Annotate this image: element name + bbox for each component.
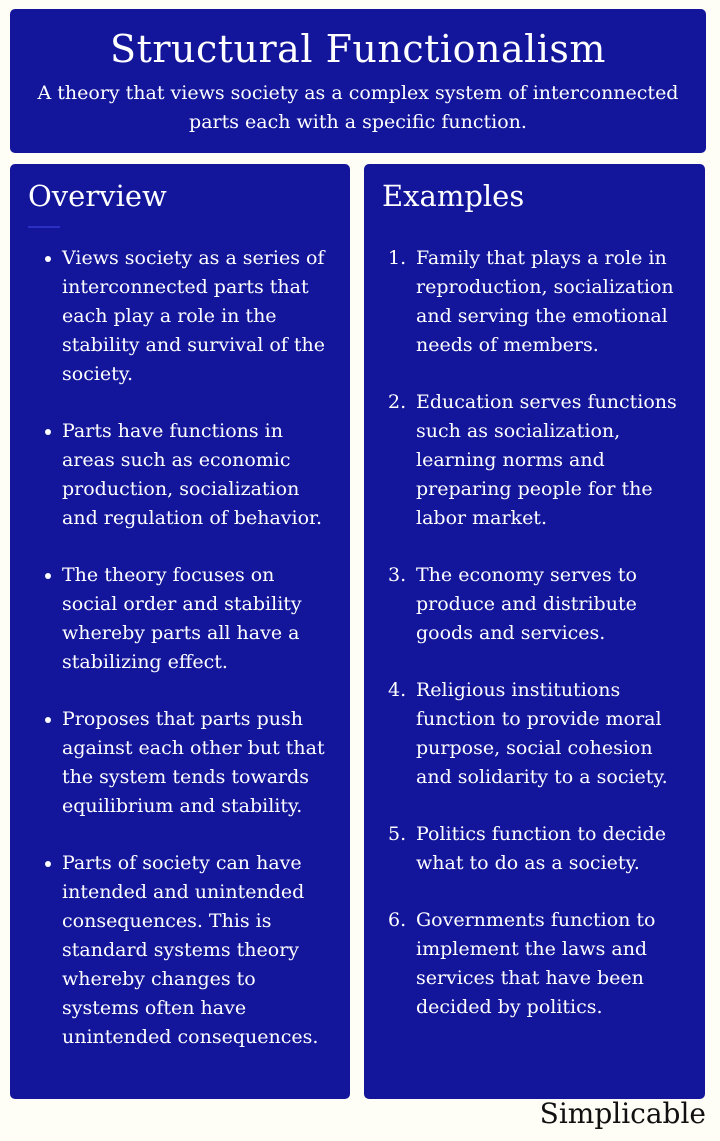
page-subtitle: A theory that views society as a complex system of interconnected parts each with a specific function.: [37, 82, 679, 133]
example-item: [388, 906, 694, 1022]
overview-item: Parts of society can have intended and unintended consequences. This is standard systems theory whereby changes to systems often have unintended consequences.: [62, 849, 332, 1052]
example-item: [388, 820, 694, 878]
brand-logo: Simplicable: [539, 1097, 706, 1130]
example-text: Religious institutions function to provide moral purpose, social cohesion and solidarity to a society.: [416, 679, 668, 788]
example-item: [388, 388, 694, 533]
overview-list: [10, 244, 332, 1080]
example-number: 2.: [388, 391, 407, 413]
example-number: 4.: [388, 679, 407, 701]
example-item: [388, 676, 694, 792]
overview-underline: [28, 226, 60, 228]
overview-item: Parts have functions in areas such as economic production, socialization and regulation of behavior.: [62, 417, 332, 533]
page-title: Structural Functionalism: [110, 27, 606, 71]
example-text: Governments function to implement the laws and services that have been decided by politics.: [416, 909, 656, 1018]
example-text: Politics function to decide what to do as a society.: [416, 823, 666, 874]
examples-heading: Examples: [382, 179, 525, 213]
overview-item: Views society as a series of interconnected parts that each play a role in the stability and survival of the society.: [62, 244, 332, 389]
example-text: The economy serves to produce and distribute goods and services.: [416, 564, 637, 644]
example-number: 5.: [388, 823, 407, 845]
examples-list: [364, 244, 694, 1050]
example-number: 1.: [388, 247, 407, 269]
example-item: [388, 244, 694, 360]
overview-item: Proposes that parts push against each other but that the system tends towards equilibrium and stability.: [62, 705, 332, 821]
example-text: Family that plays a role in reproduction, socialization and serving the emotional needs of members.: [416, 247, 674, 356]
header-banner: [10, 9, 706, 153]
example-number: 3.: [388, 564, 407, 586]
overview-item: The theory focuses on social order and stability whereby parts all have a stabilizing effect.: [62, 561, 332, 677]
example-item: [388, 561, 694, 648]
example-text: Education serves functions such as socialization, learning norms and preparing people for the labor market.: [416, 391, 677, 529]
overview-heading: Overview: [28, 179, 167, 213]
examples-panel: [364, 164, 705, 1099]
overview-panel: [10, 164, 350, 1099]
example-number: 6.: [388, 909, 407, 931]
